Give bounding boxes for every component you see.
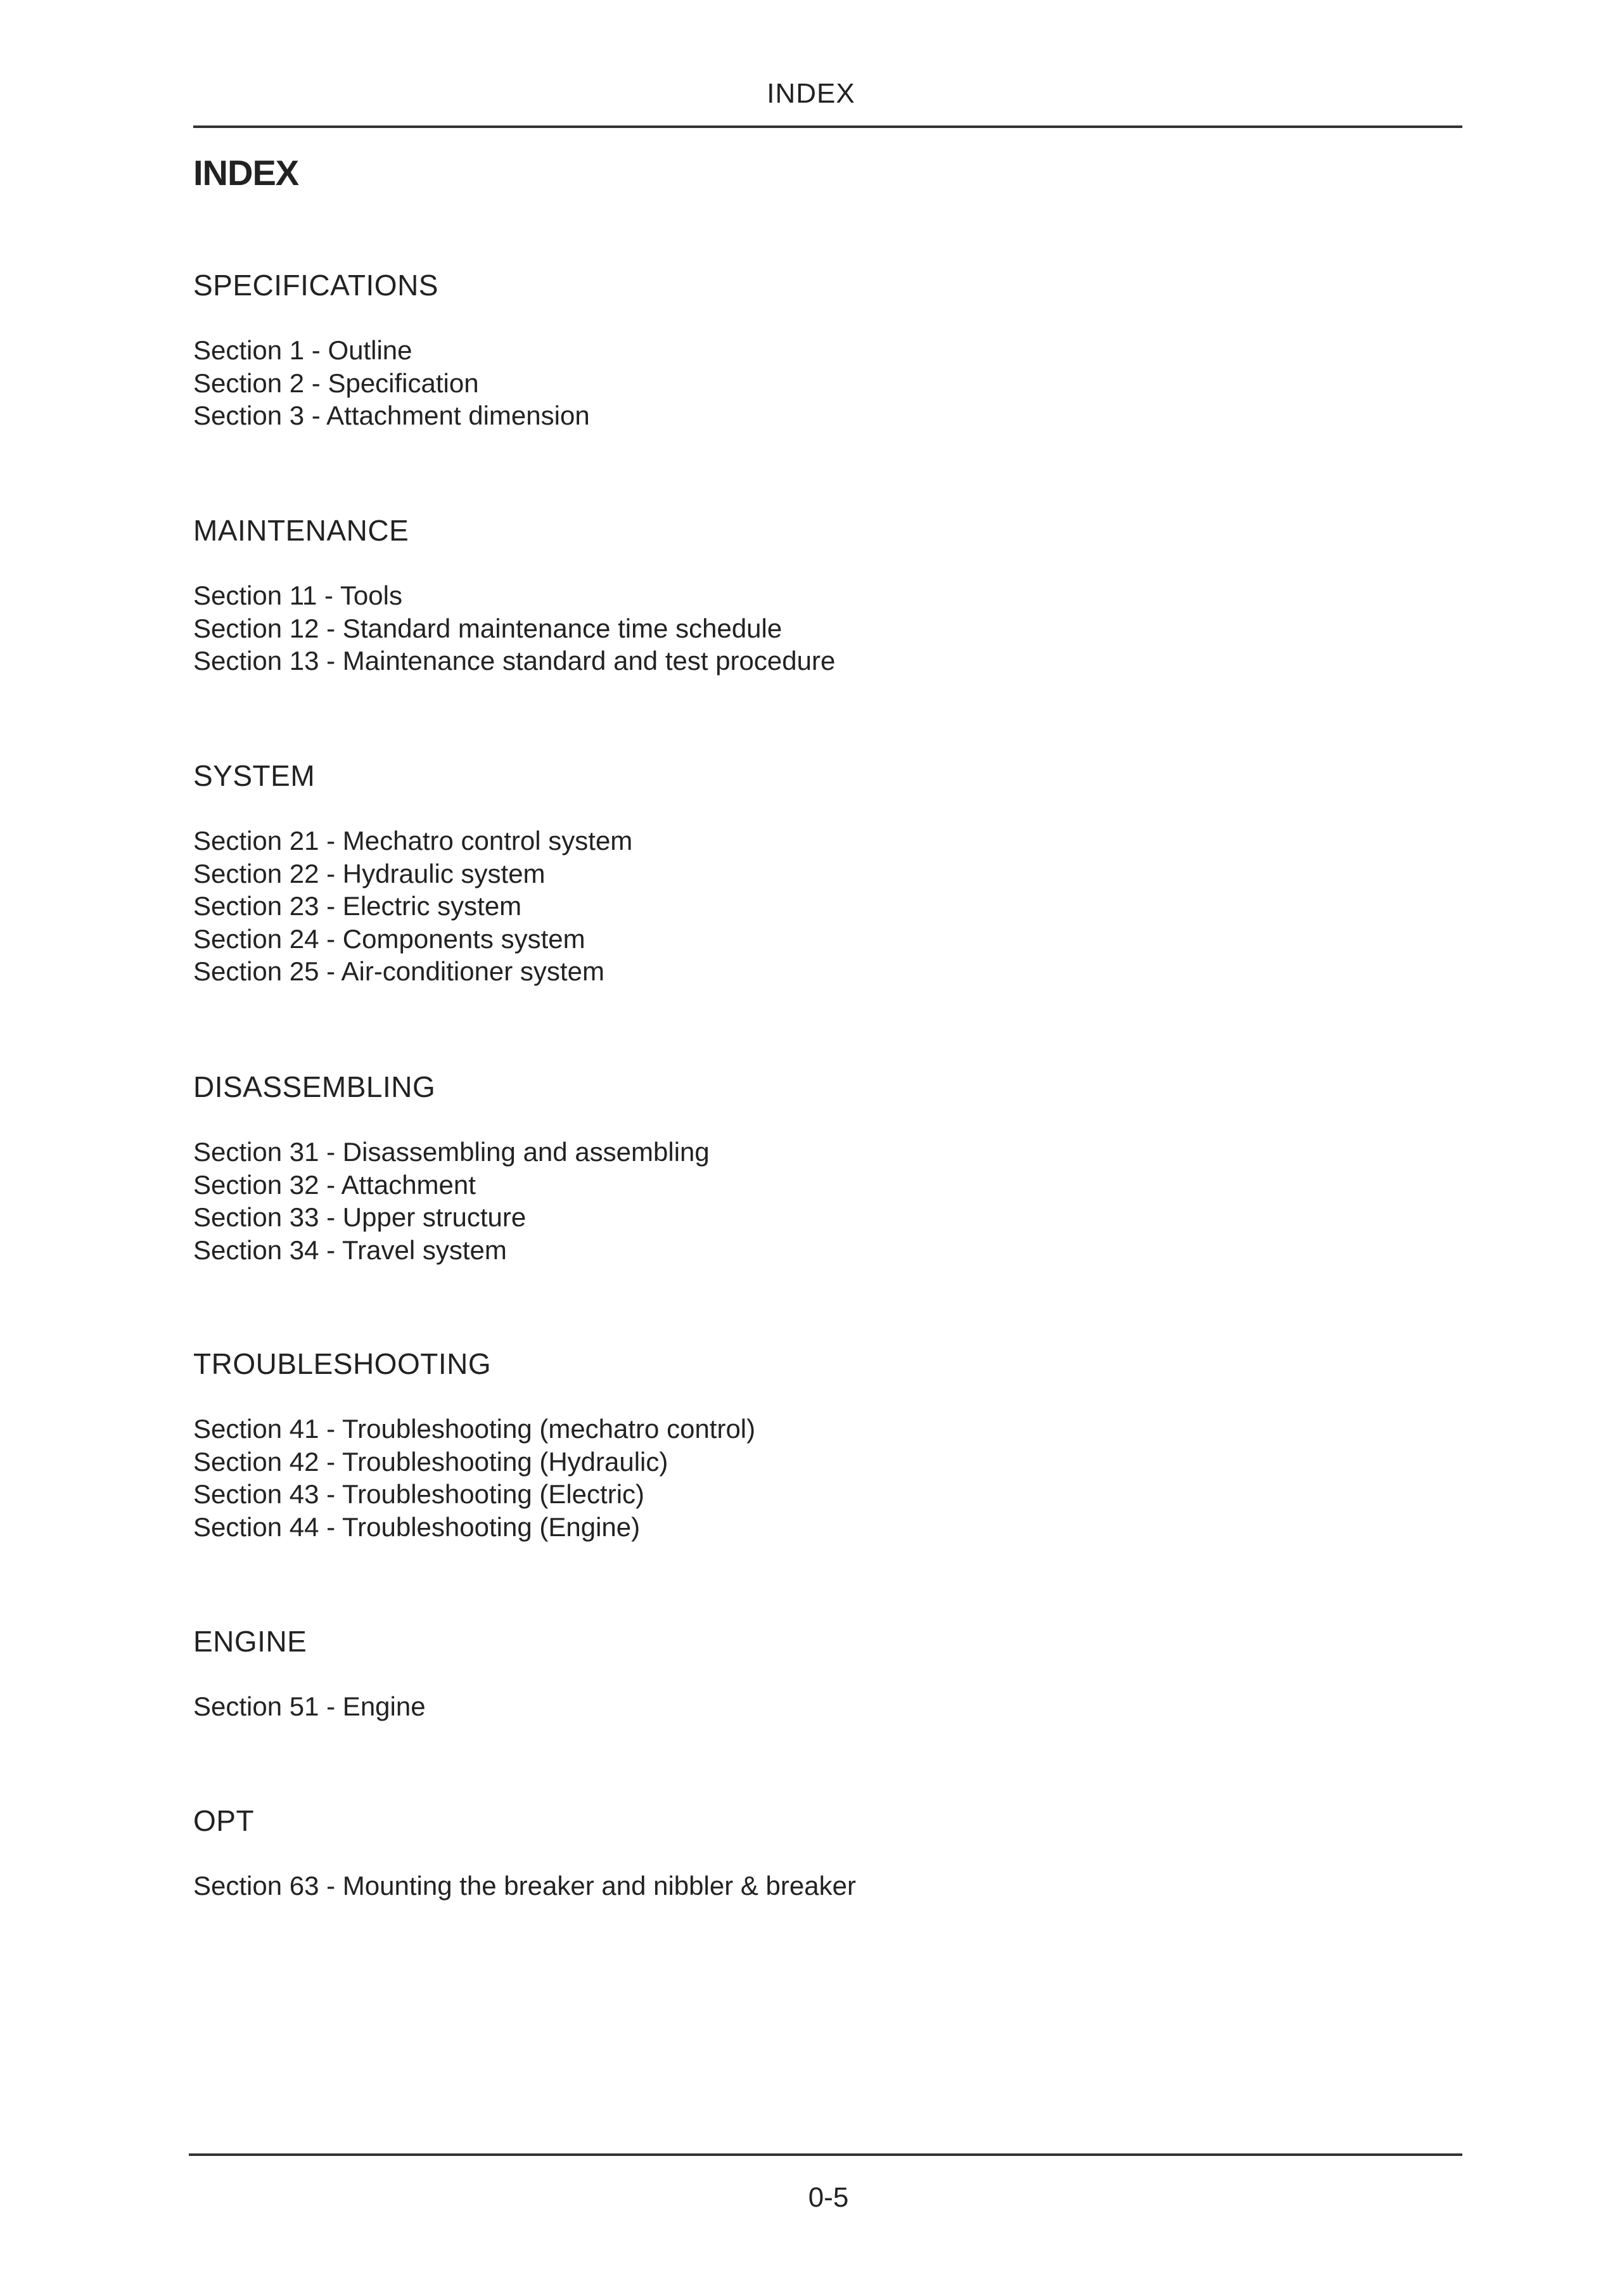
section-list (193, 1690, 426, 1723)
index-group-system (193, 757, 632, 988)
group-heading: DISASSEMBLING (193, 1070, 436, 1103)
footer-divider (189, 2153, 1462, 2156)
section-entry: Section 13 - Maintenance standard and test procedure (193, 646, 836, 676)
section-entry: Section 24 - Components system (193, 923, 585, 954)
section-entry: Section 1 - Outline (193, 335, 412, 365)
section-list (193, 1413, 755, 1543)
group-heading: SYSTEM (193, 759, 316, 792)
section-entry: Section 34 - Travel system (193, 1235, 507, 1265)
section-entry: Section 44 - Troubleshooting (Engine) (193, 1511, 641, 1542)
section-list (193, 334, 590, 432)
index-group-disassembling (193, 1068, 710, 1266)
section-entry: Section 41 - Troubleshooting (mechatro control) (193, 1414, 756, 1444)
section-entry: Section 32 - Attachment (193, 1169, 476, 1200)
index-group-opt (193, 1802, 856, 1902)
page-number: 0-5 (808, 2182, 849, 2213)
section-entry: Section 43 - Troubleshooting (Electric) (193, 1479, 645, 1509)
section-entry: Section 2 - Specification (193, 368, 479, 398)
section-entry: Section 21 - Mechatro control system (193, 826, 633, 856)
group-heading: MAINTENANCE (193, 514, 409, 547)
running-header: INDEX (767, 78, 855, 109)
section-list (193, 579, 835, 677)
group-heading: ENGINE (193, 1625, 307, 1658)
index-group-maintenance (193, 511, 835, 677)
section-entry: Section 25 - Air-conditioner system (193, 956, 604, 986)
header-divider (193, 125, 1462, 128)
index-group-engine (193, 1622, 426, 1723)
index-group-specifications (193, 266, 590, 432)
section-entry: Section 51 - Engine (193, 1691, 426, 1721)
section-list (193, 824, 632, 988)
section-entry: Section 12 - Standard maintenance time schedule (193, 613, 782, 643)
group-heading: SPECIFICATIONS (193, 269, 438, 302)
section-list (193, 1136, 710, 1266)
section-list (193, 1870, 856, 1902)
group-heading: OPT (193, 1804, 255, 1837)
group-heading: TROUBLESHOOTING (193, 1347, 492, 1380)
section-entry: Section 33 - Upper structure (193, 1202, 527, 1232)
page-title: INDEX (193, 153, 299, 193)
section-entry: Section 22 - Hydraulic system (193, 858, 546, 888)
section-entry: Section 23 - Electric system (193, 891, 522, 921)
section-entry: Section 31 - Disassembling and assembling (193, 1137, 710, 1167)
section-entry: Section 11 - Tools (193, 580, 402, 610)
index-group-troubleshooting (193, 1345, 755, 1543)
section-entry: Section 63 - Mounting the breaker and nibbler & breaker (193, 1871, 856, 1901)
section-entry: Section 42 - Troubleshooting (Hydraulic) (193, 1446, 668, 1477)
section-entry: Section 3 - Attachment dimension (193, 401, 590, 430)
